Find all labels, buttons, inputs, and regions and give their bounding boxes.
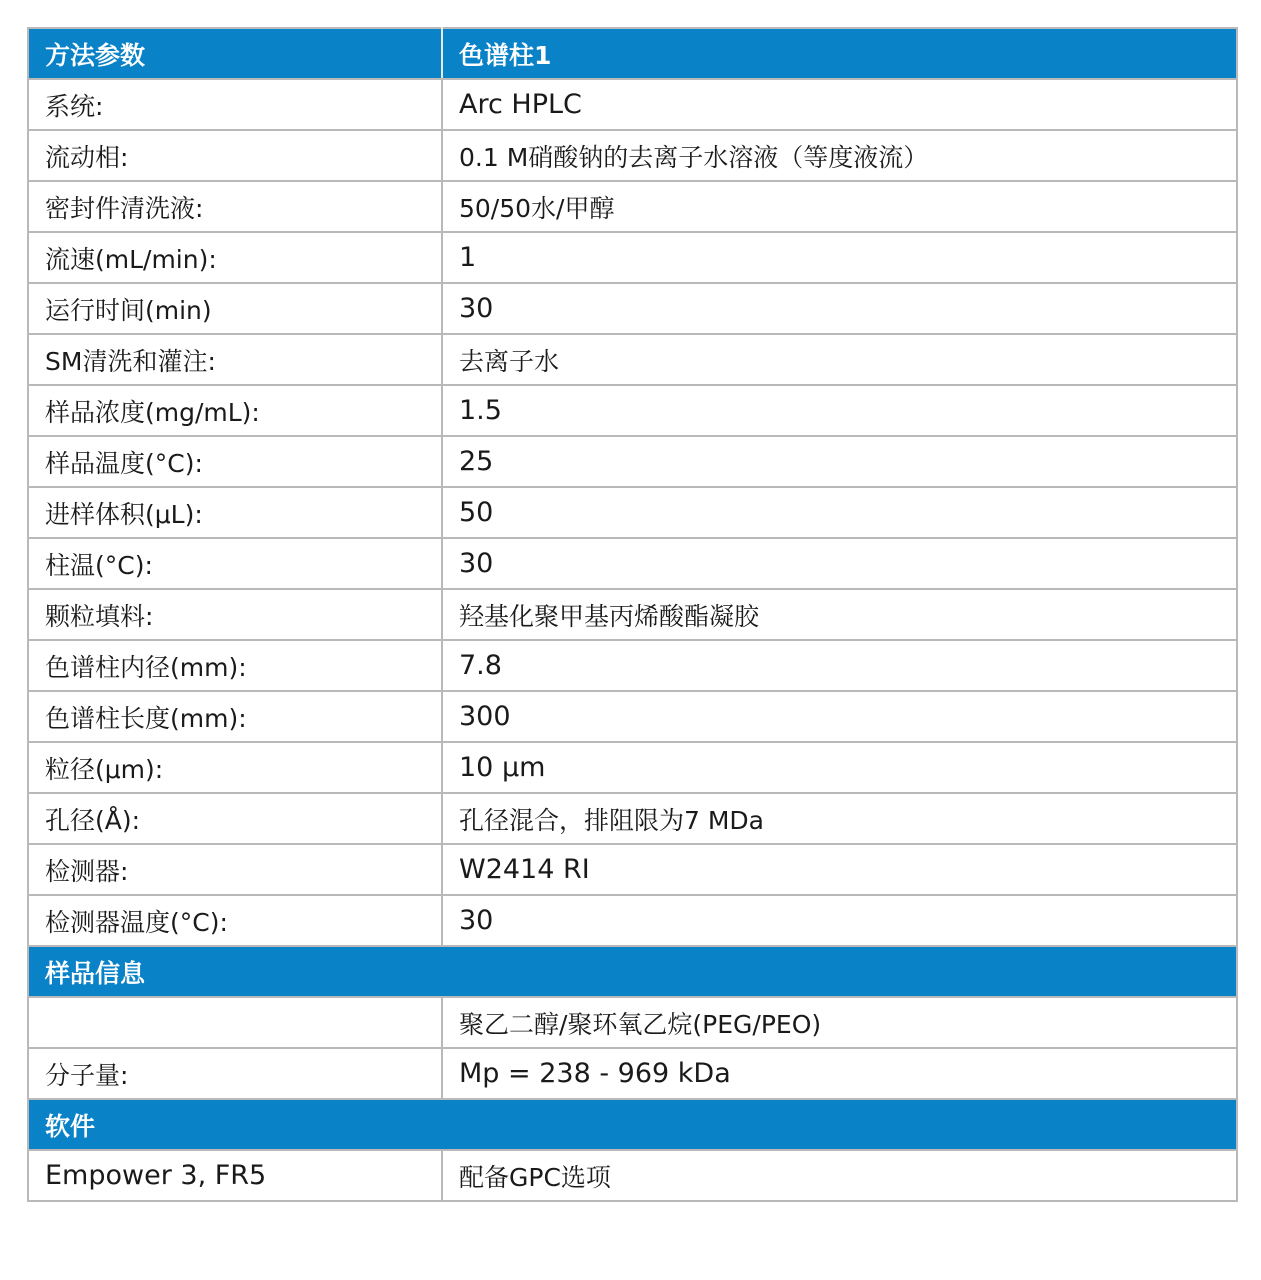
row-label: 密封件清洗液: — [28, 181, 442, 232]
sample-info-header: 样品信息 — [28, 946, 1237, 997]
row-value: 50/50水/甲醇 — [442, 181, 1237, 232]
row-label: 进样体积(μL): — [28, 487, 442, 538]
row-value: 300 — [442, 691, 1237, 742]
row-label: 色谱柱内径(mm): — [28, 640, 442, 691]
row-label: 孔径(Å): — [28, 793, 442, 844]
row-value: 30 — [442, 538, 1237, 589]
row-value: 7.8 — [442, 640, 1237, 691]
row-value: 去离子水 — [442, 334, 1237, 385]
table-row — [28, 589, 1237, 640]
row-label: 系统: — [28, 79, 442, 130]
method-header-label: 方法参数 — [28, 28, 442, 79]
table-row — [28, 844, 1237, 895]
row-value: 30 — [442, 895, 1237, 946]
row-label: 检测器温度(°C): — [28, 895, 442, 946]
table-row — [28, 130, 1237, 181]
software-header-row — [28, 1099, 1237, 1150]
row-label: 粒径(μm): — [28, 742, 442, 793]
sample-header-row — [28, 946, 1237, 997]
table-row — [28, 691, 1237, 742]
table-row — [28, 181, 1237, 232]
row-label: 柱温(°C): — [28, 538, 442, 589]
row-label — [28, 997, 442, 1048]
row-value: 25 — [442, 436, 1237, 487]
table-row — [28, 1048, 1237, 1099]
row-label: 色谱柱长度(mm): — [28, 691, 442, 742]
method-parameters-table — [27, 27, 1238, 1202]
row-value: 1.5 — [442, 385, 1237, 436]
row-label: Empower 3, FR5 — [28, 1150, 442, 1201]
column-header-label: 色谱柱1 — [442, 28, 1237, 79]
row-value: 0.1 M硝酸钠的去离子水溶液（等度液流） — [442, 130, 1237, 181]
row-label: 检测器: — [28, 844, 442, 895]
row-value: 孔径混合，排阻限为7 MDa — [442, 793, 1237, 844]
row-label: SM清洗和灌注: — [28, 334, 442, 385]
row-label: 流动相: — [28, 130, 442, 181]
table-row — [28, 385, 1237, 436]
row-value: W2414 RI — [442, 844, 1237, 895]
row-label: 样品温度(°C): — [28, 436, 442, 487]
table-row — [28, 79, 1237, 130]
method-header-row — [28, 28, 1237, 79]
table-row — [28, 1150, 1237, 1201]
table-row — [28, 742, 1237, 793]
table-row — [28, 334, 1237, 385]
row-value: 50 — [442, 487, 1237, 538]
row-label: 流速(mL/min): — [28, 232, 442, 283]
table-row — [28, 895, 1237, 946]
table-row — [28, 436, 1237, 487]
row-value: 10 μm — [442, 742, 1237, 793]
row-label: 分子量: — [28, 1048, 442, 1099]
row-label: 颗粒填料: — [28, 589, 442, 640]
software-header: 软件 — [28, 1099, 1237, 1150]
table-row — [28, 538, 1237, 589]
row-value: Mp = 238 - 969 kDa — [442, 1048, 1237, 1099]
table-row — [28, 997, 1237, 1048]
row-label: 运行时间(min) — [28, 283, 442, 334]
row-value: 聚乙二醇/聚环氧乙烷(PEG/PEO) — [442, 997, 1237, 1048]
row-value: 30 — [442, 283, 1237, 334]
table-row — [28, 640, 1237, 691]
row-label: 样品浓度(mg/mL): — [28, 385, 442, 436]
row-value: 1 — [442, 232, 1237, 283]
table-row — [28, 232, 1237, 283]
table-row — [28, 793, 1237, 844]
row-value: 羟基化聚甲基丙烯酸酯凝胶 — [442, 589, 1237, 640]
row-value: 配备GPC选项 — [442, 1150, 1237, 1201]
table-row — [28, 283, 1237, 334]
row-value: Arc HPLC — [442, 79, 1237, 130]
table-row — [28, 487, 1237, 538]
